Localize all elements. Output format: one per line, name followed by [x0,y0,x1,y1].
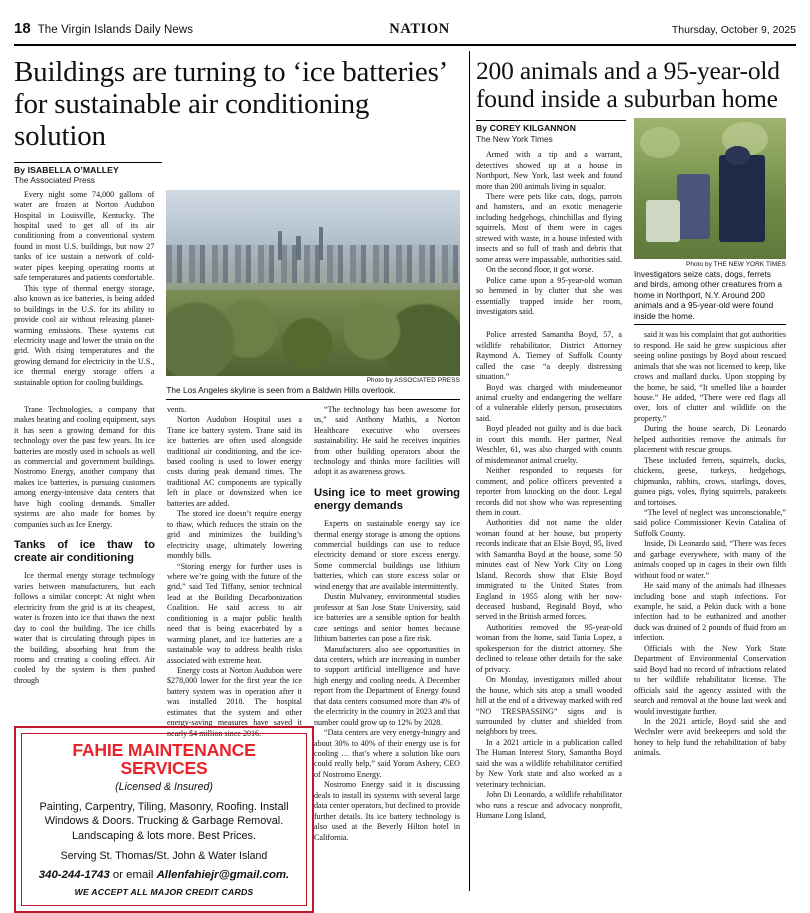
paragraph: Police arrested Samantha Boyd, 57, a wildlife rehabilitator. District Attorney Raymond A. Tierney of Suffolk County called the case “a deeply distressing situation.” [476,330,622,382]
foliage-shape [640,127,680,158]
paragraph: Manufacturers also see opportunities in data centers, which are increasing in number to support artificial intelligence and have high energy and cooling needs. A December report from the Department of Energy found that data centers consumed more than 4% of the electricity in the country in 2023 and that number could grow up to 12% by 2028. [314,644,460,727]
paragraph: Energy costs at Norton Audubon were $278,000 lower for the first year the ice battery system was in operation after it was installed 2018. The hospital estimates that the system and other energy-saving measures have saved it nearly $4 million since 2016. [167,666,302,738]
paragraph: In a 2021 article in a publication called The Human Interest Story, Samantha Boyd said she was a wildlife rehabilitator certified by New York state and also worked as a veterinary technician. [476,737,622,789]
lead-row [14,190,460,400]
paragraph: “The technology has been awesome for us,” said Anthony Mathis, a Norton Healthcare executive who oversees sustainability. He said he receives inquiries from other building operators about the technology and thinks more facilities will adopt it as awareness grows. [314,404,460,477]
paragraph: said it was his complaint that got authorities to respond. He said he grew suspicious after seeing online postings by Boyd about rescued animals that she was not licensed to keep, like crows and mallard ducks. Upon stopping by the home, he said, “It smelled like a hoarder house.” He added, “There were red flags all over, lots of clutter and wildlife on the property.” [634,330,786,423]
paragraph: Boyd was charged with misdemeanor animal cruelty and endangering the welfare of a vulnerable elderly person, prosecutors said. [476,382,622,423]
paragraph: Every night some 74,000 gallons of water are frozen at Norton Audubon Hospital in Louisville, Kentucky. The hospital used to get all of its air conditioning from a conventional system found in most U.S. buildings, but now 27 tanks of ice sustain a network of cold-water pipes keeping operating rooms at safe temperatures and patients comfortable. [14,189,155,283]
paragraph: Nostromo Energy said it is discussing deals to install its systems with several large data center operators, but declined to provide further details. Its ice battery technology is also used at the Beverly Hilton hotel in California. [314,780,460,842]
paragraph: Authorities removed the 95-year-old woman from the home, said Tania Lopez, a spokesperson for the district attorney. She declined to release other details for the sake of privacy. [476,622,622,674]
tower-shape [296,236,301,260]
ad-email[interactable]: Allenfahiejr@gmail.com. [156,869,290,882]
page-title-secondary: 200 animals and a 95-year-old found inside a suburban home [476,56,780,114]
column-1-top [14,190,160,400]
byline-author: By COREY KILGANNON [476,123,577,134]
photo-credit: Photo by ASSOCIATED PRESS [366,377,460,385]
article-divider [469,51,470,891]
paragraph: “Storing energy for further uses is where we’re going with the future of the grid,” said Ted Tiffany, senior technical lead at the Building Decarbonization Coalition. He said access to air conditioning is a major public health need that is being exacerbated by a warming planet, and ice batteries are a sustainable way to address health risks associated with extreme heat. [167,561,302,665]
paragraph: These included ferrets, squirrels, ducks, chickens, geese, turkeys, hedgehogs, chipmunks, rabbits, crows, starlings, doves, guinea pigs, voles, flying squirrels, parakeets and tortoises. [634,455,786,507]
ad-inner-frame [21,733,307,906]
right-article-columns [476,330,793,821]
byline-block [14,162,460,185]
photo-los-angeles-skyline [166,190,460,376]
photo-caption: The Los Angeles skyline is seen from a Baldwin Hills overlook. [166,385,396,396]
officer-head [725,146,749,164]
paragraph: During the house search, Di Leonardo helped authorities remove the animals for placement with rescue groups. [634,424,786,455]
paragraph: Trane Technologies, a company that makes heating and cooling equipment, says it has seen a growing demand for this technology over the past few years. Its ice batteries are mostly used in schools as well as commercial and government buildings. Nostromo Energy, another company that makes ice batteries, is pursuing customers among energy-intensive data centers that have high cooling demands. Smaller systems are also made for homes by companies such as Ice Energy. [14,404,155,529]
page-number: 18 [14,20,31,37]
paragraph: Norton Audubon Hospital uses a Trane ice battery system. Trane said its ice batteries are often used alongside traditional air conditioning, and the ice-based cooling is used to lower energy costs during peak demand times. The traditional AC components are typically left in place or downsized when ice batteries are added. [167,415,302,508]
column-3 [308,405,460,843]
advertisement-fahie-maintenance[interactable] [14,726,314,913]
hillside-vegetation [166,290,460,376]
paragraph: On Monday, investigators milled about the house, which sits atop a small wooded hill at the end of a driveway marked with red “NO TRESPASSING” signs and is surrounded by clutter and shielded from neighbors by trees. [476,675,622,737]
byline-organization: The New York Times [476,134,553,145]
paragraph: Police came upon a 95-year-old woman so hemmed in by clutter that she was essentially trapped inside her room, investigators said. [476,275,622,316]
page-title: Buildings are turning to ‘ice batteries’ for sustainable air conditioning solution [14,56,446,152]
paragraph: This type of thermal energy storage, also known as ice batteries, is being added to buildings in the U.S. for its ability to provide cool air without releasing planet-warming emissions. These systems cut electricity usage and lower the strain on the grid. With rising temperatures and the growing demand for electricity in the U.S., ice thermal energy storage offers a sustainable option for cooling buildings. [14,283,155,387]
paragraph: Inside, Di Leonardo said, “There was feces and garbage everywhere, with many of the animals cooped up in cages in their own filth without food or water.” [634,539,786,580]
caption-rule [634,324,786,325]
ad-credit-cards-note: WE ACCEPT ALL MAJOR CREDIT CARDS [74,887,254,898]
page-body [14,51,796,898]
paragraph: John Di Leonardo, a wildlife rehabilitator who runs a rescue and advocacy nonprofit, Humane Long Island, [476,790,622,821]
article-ice-batteries [14,51,469,898]
paragraph: Officials with the New York State Department of Environmental Conservation said Boyd had no record of infractions related to her wildlife rehabilitator license. The officials said the agency assisted with the search and removal at the house last week and would investigate further. [634,643,786,716]
paper-name: The Virgin Islands Daily News [37,24,194,36]
byline-rule [476,120,626,121]
second-figure [677,174,710,239]
ad-phone-connector: or email [109,869,157,882]
paragraph: Armed with a tip and a warrant, detectives showed up at a house in Northport, New York, last week and found more than 200 animals living in squalor. [476,150,622,191]
animal-carrier [646,200,679,242]
photo-block-skyline [160,190,460,400]
issue-date: Thursday, October 9, 2025 [671,24,796,36]
paragraph: “The level of neglect was unconscionable,” said police Commissioner Kevin Catalina of Suffolk County. [634,507,786,538]
paragraph: Experts on sustainable energy say ice thermal energy storage is among the options commercial buildings can use to reduce electricity demand or store excess energy. Some commercial buildings use lithium batteries, which can store excess solar or wind energy that are available intermittently. [314,519,460,591]
ad-services-text: Painting, Carpentry, Tiling, Masonry, Roofing. Install Windows & Doors. Trucking & Garbage Removal. Landscaping & lots more. Best Prices. [39,800,289,842]
paragraph: On the second floor, it got worse. [486,265,594,275]
paragraph: Authorities did not name the older woman found at her house, but property records indicate that an Elsie Boyd, 95, lived with Samantha Boyd at the house, some 50 minutes east of New York City on Long Island. Records show that Elsie Boyd immigrated to the United States from England in 1955 along with her now-deceased husband, Reginald Boyd, who served in the British armed forces. [476,518,622,622]
byline-author: By ISABELLA O’MALLEY [14,164,119,175]
article-200-animals [476,51,793,891]
masthead-rule [14,44,796,46]
tower-shape [319,227,323,260]
ad-phone-number[interactable]: 340-244-1743 [38,869,110,882]
ad-service-area: Serving St. Thomas/St. John & Water Island [60,850,268,863]
byline-organization: The Associated Press [14,174,95,185]
masthead [14,0,796,42]
photo-credit: Photo by THE NEW YORK TIMES [685,260,786,268]
paragraph: Boyd pleaded not guilty and is due back in court this month. Her partner, Neal Weschler, 61, was also charged with counts of misdemeanor animal cruelty. [476,424,622,465]
ad-title: FAHIE MAINTENANCE SERVICES [72,740,256,779]
right-column-2 [628,330,786,821]
paragraph: The stored ice doesn’t require energy to thaw, which reduces the strain on the grid and minimizes the building’s electricity usage, ultimately lowering monthly bills. [167,509,302,561]
right-column-1 [476,330,628,821]
paragraph: Ice thermal energy storage technology varies between manufacturers, but each follows a similar concept: At night when electricity from the grid is at its cheapest, water is frozen into ice that thaws the next day to cool the building. The ice chills water that is circulating through pipes in the building, absorbing heat from the rooms and creating a cooling effect. Air cooled by the system is then pushed through [14,571,155,685]
paragraph: In the 2021 article, Boyd said she and Wechsler were avid beekeepers and sold the honey to help fund the rehabilitation of baby animals. [634,717,786,758]
byline-rule [14,162,162,163]
paragraph: “Data centers are very energy-hungry and about 30% to 40% of their energy use is for cooling … that’s where a solution like ours could really help,” said Yoram Ashery, CEO of Nostromo Energy. [314,728,460,779]
officer-figure [719,155,765,242]
ad-subtitle: (Licensed & Insured) [115,780,213,793]
caption-rule [166,399,460,400]
paragraph: vents. [167,404,186,414]
ad-contact-line[interactable] [28,869,300,881]
paragraph: Neither responded to requests for comment, and police officers prevented a reporter from knocking on the door. Legal records did not show who was representing them in court. [476,466,622,517]
skyline-silhouette [166,245,460,282]
photo-caption: Investigators seize cats, dogs, ferrets and birds, among other creatures from a home in Northport, N.Y. Around 200 animals and a 95-year-old were found inside the home. [634,268,783,321]
section-title: NATION [389,21,450,37]
right-lead-row [476,118,793,325]
photo-investigators-seizing-animals [634,118,786,259]
subhead-tanks-of-ice: Tanks of ice thaw to create air conditioning [14,539,155,565]
tower-shape [278,231,282,261]
byline-block-secondary [476,120,622,145]
paragraph: Dustin Mulvaney, environmental studies professor at San Jose State University, said ice batteries are a sensible option for health care settings and senior homes because lithium batteries can pose a fire risk. [314,592,460,644]
photo-block-rescue [628,118,786,325]
paragraph: He said many of the animals had illnesses including bone and staph infections. For example, he said, a Pekin duck with a bone infection had to be euthanized and another duck was drained of 2 pounds of fluid from an infection. [634,581,786,643]
right-column-1-top [476,118,628,325]
paragraph: There were pets like cats, dogs, parrots and hamsters, and an exotic menagerie including hedgehogs, chinchillas and flying squirrels. Most of them were in cages strewed with waste, in a house infested with insects and so full of trash and debris that some areas were impassable, authorities said. [476,192,622,264]
subhead-using-ice: Using ice to meet growing energy demands [314,486,460,512]
